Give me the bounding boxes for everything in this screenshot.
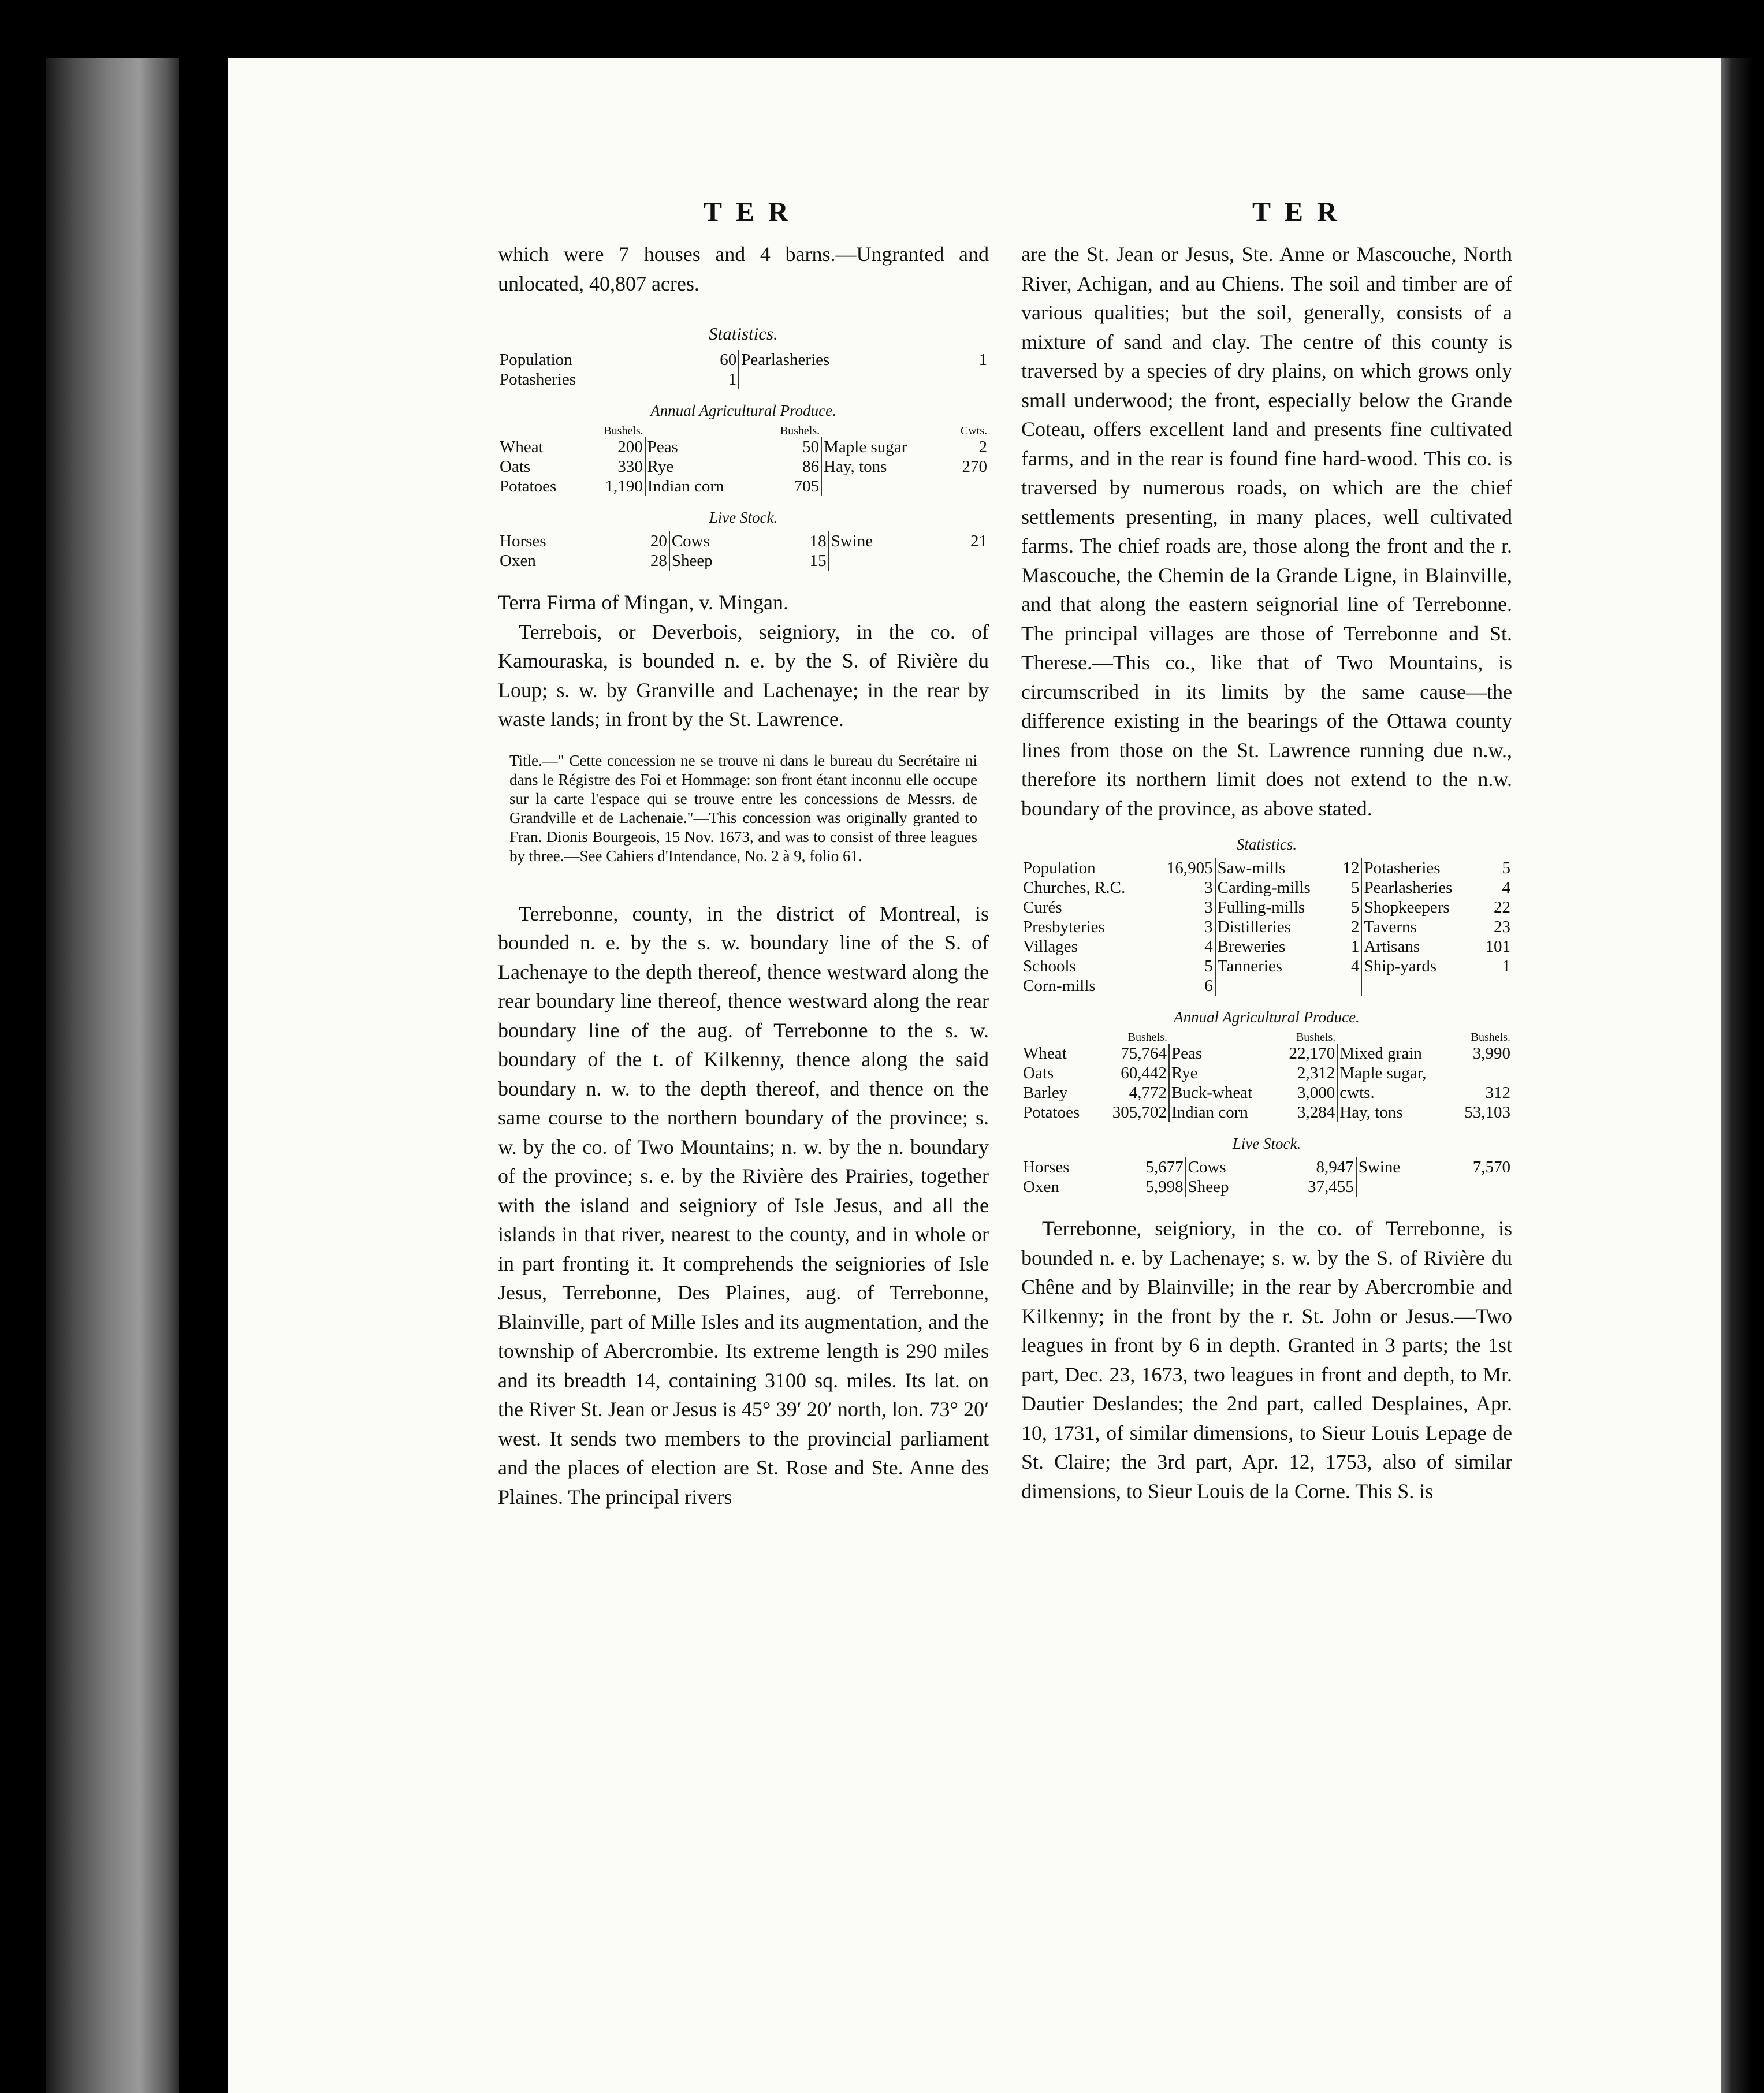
cell: 22,170 [1289, 1044, 1335, 1063]
cell: 3 [1204, 898, 1213, 917]
terra-firma-entry: Terra Firma of Mingan, v. Mingan. [498, 591, 789, 614]
table-row [498, 350, 989, 370]
table-row [1021, 937, 1512, 956]
table-row [1021, 1157, 1512, 1177]
running-head-left: TER [704, 197, 802, 228]
column-header: Bushels. [1127, 1031, 1167, 1044]
cell: Maple sugar [821, 437, 946, 457]
cell: Artisans [1361, 937, 1476, 956]
cell: 2 [978, 438, 987, 456]
agricultural-produce-caption: Annual Agricultural Produce. [650, 402, 836, 419]
cell: Potasheries [500, 370, 576, 389]
cell: Maple sugar, [1337, 1063, 1450, 1083]
cell: 20 [650, 532, 667, 550]
cell: Curés [1023, 898, 1062, 917]
cell: Pearlasheries [1361, 878, 1476, 897]
cell: cwts. [1337, 1083, 1450, 1103]
cell: Indian corn [645, 476, 760, 496]
cell: Saw-mills [1215, 858, 1336, 878]
statistics-caption: Statistics. [709, 323, 778, 344]
cell: 1,190 [605, 477, 643, 496]
intro-paragraph: which were 7 houses and 4 barns.—Ungranted and unlocated, 40,807 acres. [498, 243, 989, 295]
cell: 4 [1204, 937, 1213, 956]
column-header: Bushels. [780, 424, 820, 437]
cell: 3,990 [1472, 1044, 1510, 1063]
cell: Cows [1186, 1157, 1267, 1177]
table-row [498, 370, 989, 389]
table-row [1021, 1044, 1512, 1063]
book-spine [46, 58, 179, 2093]
cell: 1 [978, 351, 987, 369]
cell: Cows [669, 531, 779, 551]
cell: Fulling-mills [1215, 897, 1336, 917]
cell: Horses [1023, 1158, 1070, 1176]
column-header: Bushels. [1296, 1031, 1336, 1044]
cell: 7,570 [1472, 1158, 1510, 1176]
left-column [498, 240, 989, 1511]
table-row [1021, 917, 1512, 937]
table-row [498, 437, 989, 457]
cell: 5 [1350, 878, 1360, 897]
cell: Oxen [500, 552, 536, 570]
cell: 53,103 [1464, 1103, 1510, 1122]
cell: Ship-yards [1361, 956, 1476, 976]
agricultural-produce-caption: Annual Agricultural Produce. [1174, 1008, 1360, 1026]
column-header: Cwts. [960, 424, 987, 437]
cell [739, 370, 961, 389]
cell: 3 [1204, 878, 1213, 897]
table-header-row [1021, 1031, 1512, 1044]
cell: 50 [802, 438, 820, 456]
cell: Sheep [1186, 1177, 1267, 1197]
cell: Rye [645, 457, 760, 476]
cell: 5 [1502, 859, 1510, 877]
terrebonne-county-entry: Terrebonne, county, in the district of Montreal, is bounded n. e. by the s. w. boundary line of the S. of Lachenaye to the depth thereof, thence westward along the rear boundary line thereof, thence westward along the rear boundary line of the aug. of Terrebonne to the s. w. boundary of the t. of Kilkenny, thence along the said boundary n. w. to the depth thereof, and thence on the same course to the northern boundary of the province; s. w. by the co. of Two Mountains; n. w. by the n. boundary of the province; s. e. by the Rivière des Prairies, together with the island and seigniory of Isle Jesus, and all the islands in that river, nearest to the county, and in whole or in part fronting it. It comprehends the seigniories of Isle Jesus, Terrebonne, Des Plaines, aug. of Terrebonne, Blainville, part of Mille Isles and its augmentation, and the township of Abercrombie. Its extreme length is 290 miles and its breadth 14, containing 3100 sq. miles. Its lat. on the River St. Jean or Jesus is 45° 39′ 20′ north, lon. 73° 20′ west. It sends two members to the provincial parliament and the places of election are St. Rose and Ste. Anne des Plaines. The principal rivers [498, 902, 989, 1509]
cell: 75,764 [1121, 1044, 1167, 1063]
cell: Villages [1023, 937, 1078, 956]
terrebonne-continued-paragraph: are the St. Jean or Jesus, Ste. Anne or Mascouche, North River, Achigan, and au Chiens. The soil and timber are of various qualities; but the soil, generally, consists of a mixture of sand and clay. The centre of this county is traversed by a species of dry plains, on which grows only small underwood; the front, especially below the Grande Coteau, offers excellent land and presents fine cultivated farms, and in the rear is found fine hard-wood. This co. is traversed by numerous roads, on which are the chief settlements presenting, in many places, well cultivated farms. The chief roads are, those along the front and the r. Mascouche, the Chemin de la Grande Ligne, in Blainville, and that along the eastern seignorial line of Terrebonne. The principal villages are those of Terrebonne and St. Therese.—This co., like that of Two Mountains, is circumscribed in its limits by the same cause—the difference existing in the bearings of the Ottawa county lines from those on the St. Lawrence running due n.w., therefore its northern limit does not extend to the n.w. boundary of the province, as above stated. [1021, 243, 1512, 820]
cell: 60,442 [1121, 1064, 1167, 1082]
agricultural-produce-table [498, 424, 989, 496]
cell: 3,284 [1297, 1103, 1335, 1122]
cell: 4 [1350, 957, 1360, 975]
cell: Corn-mills [1023, 977, 1096, 995]
cell: Tanneries [1215, 956, 1336, 976]
cell: 5,677 [1145, 1158, 1184, 1176]
cell: Population [1023, 859, 1096, 877]
cell: 3,000 [1297, 1083, 1335, 1102]
live-stock-table [1021, 1157, 1512, 1197]
cell: Presbyteries [1023, 918, 1105, 936]
cell: 1 [1350, 937, 1360, 956]
title-note: Title.—" Cette concession ne se trouve ni dans le bureau du Secrétaire ni dans le Régistre des Foi et Hommage: son front étant inconnu elle occupe sur la carte l'espace qui se trouve entre les concessions de Messrs. de Grandville et de Lachenaie."—This concession was originally granted to Fran. Dionis Bourgeois, 15 Nov. 1673, and was to consist of three leagues by three.—See Cahiers d'Intendance, No. 2 à 9, folio 61. [509, 751, 977, 865]
column-header: Bushels. [1471, 1031, 1510, 1044]
cell: Rye [1169, 1063, 1275, 1083]
cell [1336, 976, 1362, 996]
cell: Hay, tons [821, 457, 946, 476]
cell: Peas [645, 437, 760, 457]
table-header-row [498, 424, 989, 437]
table-row [1021, 858, 1512, 878]
cell: 60 [720, 351, 737, 369]
table-row [1021, 976, 1512, 996]
cell: 200 [617, 438, 643, 456]
cell: Sheep [669, 551, 779, 571]
cell: Potatoes [1023, 1103, 1080, 1122]
cell: Indian corn [1169, 1103, 1275, 1122]
cell: 3 [1204, 918, 1213, 936]
cell: 37,455 [1307, 1178, 1354, 1196]
cell [1476, 976, 1512, 996]
cell: Oats [1023, 1064, 1054, 1082]
cell: Swine [1356, 1157, 1439, 1177]
cell: Shopkeepers [1361, 897, 1476, 917]
cell: Breweries [1215, 937, 1336, 956]
cell: Potasheries [1361, 858, 1476, 878]
cell: Wheat [500, 438, 544, 456]
cell [1361, 976, 1476, 996]
cell: Hay, tons [1337, 1103, 1450, 1122]
live-stock-caption: Live Stock. [1232, 1135, 1301, 1152]
table-row [498, 531, 989, 551]
cell: Churches, R.C. [1023, 878, 1126, 897]
cell: 6 [1204, 977, 1213, 995]
cell: Pearlasheries [739, 350, 961, 370]
table-row [1021, 1083, 1512, 1103]
cell: 8,947 [1316, 1158, 1354, 1176]
cell: 23 [1494, 918, 1510, 936]
cell [946, 476, 989, 496]
cell: 1 [728, 370, 737, 389]
cell: Swine [829, 531, 940, 551]
cell: 5 [1350, 898, 1360, 917]
cell: Horses [500, 532, 546, 550]
cell: 1 [1502, 957, 1510, 975]
cell: 330 [617, 457, 643, 476]
table-row [498, 476, 989, 496]
cell: Distilleries [1215, 917, 1336, 937]
table-row [1021, 956, 1512, 976]
cell: 12 [1342, 859, 1360, 877]
statistics-caption: Statistics. [1236, 836, 1297, 853]
cell: 4,772 [1129, 1083, 1167, 1102]
cell: Schools [1023, 957, 1076, 975]
cell: 2 [1350, 918, 1360, 936]
cell: Potatoes [500, 477, 557, 496]
table-row [1021, 1063, 1512, 1083]
agricultural-produce-table [1021, 1031, 1512, 1122]
cell: 5,998 [1145, 1178, 1184, 1196]
cell [829, 551, 940, 571]
cell: 270 [962, 457, 987, 476]
cell: 101 [1485, 937, 1510, 956]
cell [1215, 976, 1336, 996]
cell [1450, 1063, 1512, 1083]
cell: 16,905 [1166, 859, 1213, 877]
table-row [1021, 1103, 1512, 1122]
cell: Taverns [1361, 917, 1476, 937]
table-row [498, 457, 989, 476]
cell: Carding-mills [1215, 878, 1336, 897]
live-stock-caption: Live Stock. [709, 509, 778, 526]
cell [940, 551, 989, 571]
cell: 5 [1204, 957, 1213, 975]
cell: Barley [1023, 1083, 1068, 1102]
cell: Oxen [1023, 1178, 1059, 1196]
cell: Peas [1169, 1044, 1275, 1063]
table-row [1021, 897, 1512, 917]
cell: Mixed grain [1337, 1044, 1450, 1063]
table-row [1021, 878, 1512, 897]
statistics-table [1021, 858, 1512, 996]
cell: 21 [970, 532, 987, 550]
cell: 15 [809, 552, 827, 570]
column-header: Bushels. [604, 424, 643, 437]
cell: 4 [1502, 878, 1510, 897]
cell: Population [500, 351, 572, 369]
cell: 305,702 [1112, 1103, 1167, 1122]
terrebonne-seigniory-entry: Terrebonne, seigniory, in the co. of Terrebonne, is bounded n. e. by Lachenaye; s. w. by the S. of Rivière du Chêne and by Blainville; in the rear by Abercrombie and Kilkenny; in the front by the r. St. John or Jesus.—Two leagues in front by 6 in depth. Granted in 3 parts; the 1st part, Dec. 23, 1673, two leagues in front and depth, to Mr. Dautier Deslandes; the 2nd part, called Desplaines, Apr. 10, 1731, of similar dimensions, to Sieur Louis Lepage de St. Claire; the 3rd part, Apr. 12, 1753, also of similar dimensions, to Sieur Louis de la Corne. This S. is [1021, 1217, 1512, 1503]
cell: 22 [1494, 898, 1510, 917]
cell [961, 370, 989, 389]
cell: 2,312 [1297, 1064, 1335, 1082]
running-head-right: TER [1252, 197, 1351, 228]
terrebois-entry: Terrebois, or Deverbois, seigniory, in the co. of Kamouraska, is bounded n. e. by the S. of Rivière du Loup; s. w. by Granville and Lachenaye; in the rear by waste lands; in front by the St. Lawrence. [498, 620, 989, 731]
live-stock-table [498, 531, 989, 571]
cell: Oats [500, 457, 531, 476]
table-row [498, 551, 989, 571]
cell: 18 [809, 532, 827, 550]
cell [1356, 1177, 1439, 1197]
right-column [1021, 240, 1512, 1506]
cell: Buck-wheat [1169, 1083, 1275, 1103]
cell: 28 [650, 552, 667, 570]
statistics-table [498, 350, 989, 389]
cell: 312 [1485, 1083, 1510, 1102]
cell: Wheat [1023, 1044, 1067, 1063]
cell: 705 [794, 477, 820, 496]
cell [821, 476, 946, 496]
cell [1438, 1177, 1512, 1197]
table-row [1021, 1177, 1512, 1197]
cell: 86 [802, 457, 820, 476]
